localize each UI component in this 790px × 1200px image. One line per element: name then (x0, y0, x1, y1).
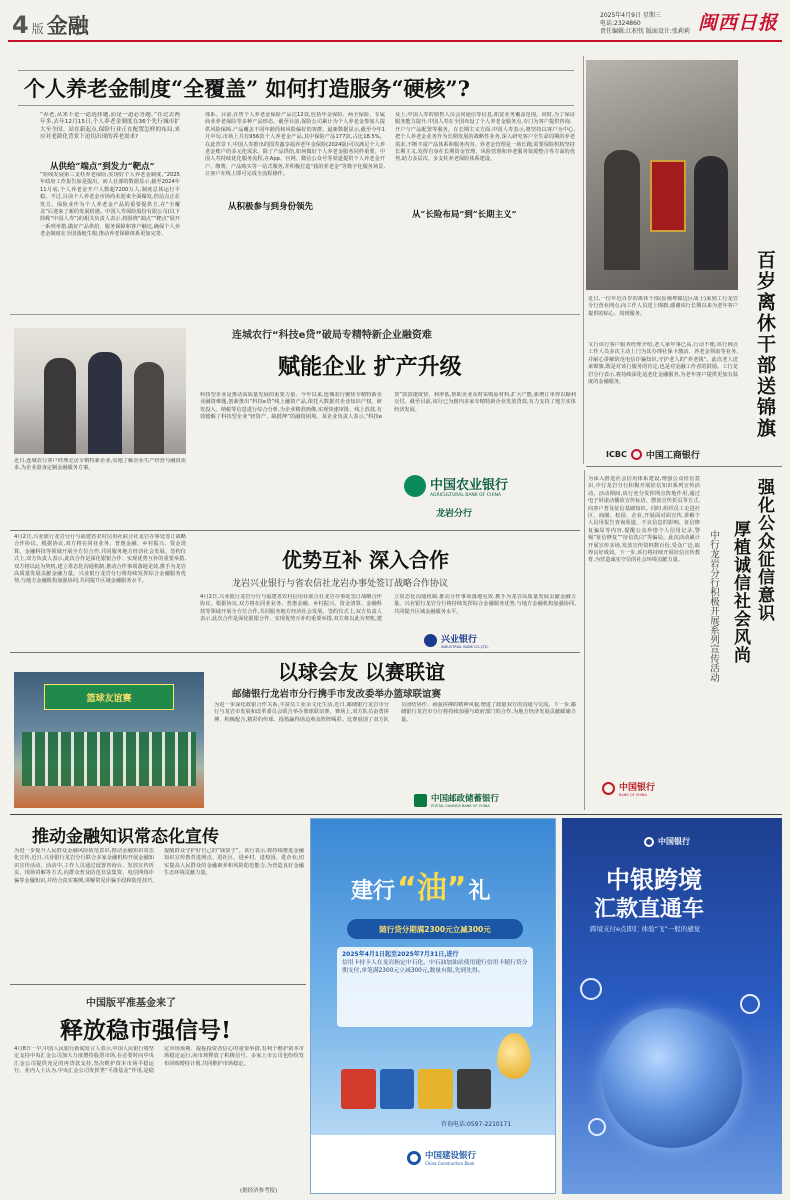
postal-banner-text: 篮球友谊赛 (86, 693, 132, 704)
ccb-ad-partner-strip (311, 1135, 556, 1194)
lead-title: 个人养老金制度“全覆盖” 如何打造服务“硬核”? (24, 76, 470, 101)
issue-weekday: 星期三 (642, 12, 661, 19)
ccb-ad-amount: 随行贷分期满2300元立减300元 (379, 924, 491, 934)
edu-title: 推动金融知识常态化宣传 (32, 827, 219, 847)
boc-body: 为深入推进社会信用体系建设,增强公众征信意识,中行龙岩分行积极开展征信知识系列宣传活动。活动期间,该行充分发挥网点阵地作用,通过电子屏滚动播放宣传标语、摆放宣传折页等方式,向客户普及征信基础知识。同时,组织员工走进社区、商圈、校园、企业,开展面对面宣传,讲解个人信用报告查询渠道、不良信息的影响、征信修复骗局等内容,提醒公众珍惜个人信用记录,警惕“征信修复”“征信洗白”等骗局。此次活动累计开展宣传多场,发放宣传资料数百份,受众广泛,取得良好成效。下一步,该行将持续开展征信宣传教育,为营造诚实守信的社会环境贡献力量。 (588, 476, 700, 564)
abc-logo (404, 474, 508, 498)
ccb-logo (407, 1149, 476, 1166)
credit-card-icon (341, 1069, 376, 1109)
boc-subtitle: 中行龙岩分行积极开展系列宣传活动 (708, 530, 719, 682)
issue-date: 2025年4月9日 (600, 12, 641, 19)
ccb-ad-period: 2025年4月1日起至2025年7月31日,进行 (342, 951, 459, 958)
flagship-source: (据经济参考报) (240, 1188, 278, 1194)
boc-name-en: BANK OF CHINA (619, 793, 647, 797)
cib-subtitle: 龙岩兴业银行与省农信社龙岩办事处签订战略合作协议 (232, 579, 449, 589)
lead-right-rule (583, 56, 584, 464)
ccb-ad-cards (341, 1069, 491, 1109)
lead-intro: “养老,从来不是一道选择题,而是一道必答题。”在过去两年多,去年12月15日,个人养老金制度在36个先行城市扩大至全国。站在新起点,保险行业正在配置怎样的布局,来应对老龄化背景下迫切出现的养老需求? (40, 112, 180, 141)
currency-coin-icon (740, 994, 760, 1014)
agri-kicker: 连城农行“科技e贷”破局专精特新企业融资难 (232, 330, 432, 341)
lead-article (10, 60, 580, 315)
ccb-ad-title (351, 863, 490, 907)
ccb-ad-hotline: 咨询电话:0597-2210171 (441, 1121, 512, 1128)
lead-column-1: “短线发展第三支柱养老保险,实现好个人养老金制度。”2025年政府工作报告如是提出。而人社部的数据显示,截至2024年11月底,个人养老金开户人数超7200万人,制度总体运行平稳。不过,目前个人养老金市场尚未迎来全面爆发,但站点正在发力。保险业作为个人养老金产品的重要提供方,在“全覆盖”后迎来了新的发展机遇。中国人寿保险股份有限公司(以下简称“中国人寿”)的相关负责人表示,将围绕“端点”“靶点”展开一系列举措,做好产品供给、服务保障和客户触达,确保个人养老金制度在全国落地生根,推动养老保障体系更加完善。 (40, 172, 180, 238)
abc-name: 中国农业银行 (430, 478, 509, 493)
boc-ad-emblem-icon (644, 837, 654, 847)
credit-card-icon (457, 1069, 492, 1109)
lead-column-2: 体系。目前,在售个人养老金保险产品达12款,包括年金保险、两全保险、专属商业养老保险等多种产品形态。截至目前,保险公司累计为个人养老金参加人提供风险保障,产品覆盖不同年龄段和风险偏好的客群。最新数据显示,截至今年1月中旬,市场上共有956款个人养老金产品,其中保险产品177款,占比18.5%。在此背景下,中国人寿推出的国寿鑫享福养老年金保险(2024版)可以满足个人养老金账户的多元化需求。除了产品供给,如何做好个人养老金服务同样重要。中国人寿持续优化服务流程,在App、官网、微信公众号等渠道提供个人养老金开户、缴费、产品购买等一站式服务,并积极打造“我的养老金”等数字化服务场景,让客户在线上即可完成全流程操作。 (205, 112, 385, 178)
edu-body: 为进一步提升人民群众金融风险防范意识,推动金融知识常态化宣传,近日,兴业银行龙岩分行联合多家金融机构开展金融知识宣传活动。活动中,工作人员通过设置咨询台、发放宣传折页、现场讲解等方式,向群众普及防范非法集资、电信网络诈骗等金融知识,并结合真实案例,讲解常见诈骗手段和防范技巧,提醒群众守护好自己的“钱袋子”。该行表示,将持续推进金融知识宣传教育进网点、进社区、进乡村、进校园、进企业,切实提高人民群众的金融素养和风险防范能力,为营造良好金融生态环境贡献力量。 (14, 848, 304, 884)
page-number: 4 (12, 11, 29, 39)
boc-title-2: 厚植诚信社会风尚 (730, 520, 750, 664)
postal-subtitle: 邮储银行龙岩市分行携手市发改委举办篮球联谊赛 (232, 689, 442, 700)
psbc-name-en: POSTAL SAVINGS BANK OF CHINA (431, 804, 490, 808)
page-unit: 版 (31, 22, 44, 36)
ccb-ad-amount-banner (347, 919, 523, 939)
right-story-photo (586, 60, 738, 290)
page-section-label (12, 10, 89, 40)
fuel-drop-icon (497, 1033, 531, 1079)
right-story-divider (586, 466, 782, 467)
photo-banner-flag (650, 160, 686, 232)
agri-photo (14, 328, 186, 454)
cib-body-right: 4月2日,兴业银行龙岩分行与福建省农村信用社联合社龙岩办事处签订战略合作协议。根据协议,双方将在同业业务、普惠金融、乡村振兴、资金清算、金融科技等领域开展全方位合作,共同服务地方经济社会发展。签约仪式上,双方负责人表示,此次合作是深化银银合作、实现优势互补的重要举措,双方将以此为契机,建立常态化沟通机制,推动合作事项落地见效,携手为龙岩高质量发展贡献金融力量。兴业银行龙岩分行将持续发挥综合金融服务优势,与地方金融机构加强协同,共同提升区域金融服务水平。 (200, 594, 576, 623)
boc-ad-logo (644, 836, 690, 847)
psbc-name: 中国邮政储蓄银行 (431, 794, 500, 804)
credit-card-icon (380, 1069, 415, 1109)
boc-advertisement (562, 818, 782, 1194)
cib-title: 优势互补 深入合作 (282, 548, 449, 572)
boc-ad-bank: 中国银行 (658, 836, 690, 846)
flagship-kicker: 中国版平准基金来了 (86, 998, 176, 1009)
ccb-ad-desc: 信用卡持卡人在龙岩指定中石化、中石油加油站使用建行信用卡随行贷分期支付,单笔满2300元立减300元,数量有限,先到先得。 (342, 960, 528, 974)
boc-title-1: 强化公众征信意识 (754, 478, 774, 622)
lead-title-box (18, 70, 574, 106)
psbc-logo (414, 792, 499, 808)
photo-person-left (604, 150, 640, 270)
lead-subhead-1: 从供给“端点”到发力“靶点” (50, 162, 155, 172)
phone-line: 电话:2324860 (600, 20, 641, 27)
ccb-ad-title-a: 建行 (351, 879, 396, 904)
boc-emblem-icon (602, 782, 615, 795)
credit-card-icon (418, 1069, 453, 1109)
ccb-ad-info-panel (337, 947, 533, 1027)
agri-divider (10, 530, 580, 531)
cib-emblem-icon (424, 634, 437, 647)
flagship-title: 释放稳市强信号! (60, 1017, 232, 1044)
right-story-caption: 近日,一位年近百岁的离休干部(原闽粤赣边区战士)来到工行龙岩分行营业网点,向工作人员送上锦旗,感谢该行长期以来为老年客户提供的贴心、周到服务。 (588, 296, 738, 317)
postal-photo (14, 672, 204, 808)
agri-photo-person-1 (44, 358, 76, 454)
issue-info (600, 12, 690, 36)
boc-name: 中国银行 (619, 783, 656, 793)
right-story-title: 百岁离休干部送锦旗 (754, 250, 776, 439)
boc-ad-headline-a: 中银跨境 (606, 866, 702, 894)
globe-icon (602, 1008, 742, 1148)
lead-subhead-3: 从“长险布局”到“长期主义” (412, 210, 517, 220)
psbc-emblem-icon (414, 794, 427, 807)
boc-left-rule (584, 470, 585, 810)
agri-caption: 近日,连城农行客户经理走访专精特新企业,实地了解企业生产经营与融资需求,为企业量身定制金融服务方案。 (14, 458, 186, 472)
abc-branch: 龙岩分行 (436, 509, 473, 519)
paper-name-logo: 闽西日报 (698, 12, 779, 34)
postal-photo-banner (44, 684, 174, 710)
agri-title: 赋能企业 扩产升级 (278, 354, 462, 380)
lead-subhead-2: 从积极参与到身份领先 (228, 202, 314, 212)
ccb-name-en: China Construction Bank (425, 1161, 475, 1166)
boc-ad-tagline: 跨境支付e点即汇 体验“飞”一般的感觉 (590, 925, 701, 933)
section-name: 金融 (46, 13, 89, 38)
cib-name: 兴业银行 (441, 635, 478, 645)
boc-logo (602, 780, 655, 797)
agri-photo-person-2 (88, 352, 122, 454)
currency-coin-icon (580, 978, 602, 1000)
ccb-emblem-icon (407, 1151, 421, 1165)
photo-person-right (694, 156, 728, 270)
upper-lower-divider (10, 814, 782, 815)
ccb-advertisement (310, 818, 556, 1194)
currency-coin-icon (588, 1118, 606, 1136)
cib-name-en: INDUSTRIAL BANK CO.,LTD. (441, 645, 489, 649)
ccb-name: 中国建设银行 (425, 1151, 477, 1161)
ccb-ad-title-c: 礼 (468, 879, 491, 904)
icbc-abbr: ICBC (606, 450, 627, 459)
postal-body: 为进一步深化政银合作关系,丰富员工业余文化生活,近日,邮储银行龙岩市分行与龙岩市发展和改革委员会联合举办篮球联谊赛。赛场上,双方队员奋勇拼搏、积极配合,精彩的传球、投篮赢得场边观众阵阵喝彩。比赛展现了双方队员团结协作、顽强拼搏的精神风貌,增进了政银双方的沟通与交流。下一步,邮储银行龙岩市分行将持续加强与政府部门的合作,为地方经济发展贡献邮储力量。 (214, 702, 576, 723)
icbc-emblem-icon (631, 449, 642, 460)
right-story-body: 文行该行客户服务经理介绍,老人家年事已高,行动不便,该行网点工作人员多次主动上门为其办理社保卡激活、养老金领取等业务,并耐心讲解防范电信诈骗知识,守护老人的“养老钱”。此次老人送来锦旗,既是对该行服务的肯定,也是对金融工作者的鼓励。工行龙岩分行表示,将持续深化适老化金融服务,为老年客户提供更加有温度的金融服务。 (588, 342, 738, 386)
icbc-logo (606, 448, 700, 461)
boc-ad-headline-b: 汇款直通车 (594, 897, 705, 922)
masthead (8, 8, 782, 38)
editor-line: 责任编辑:江积忱 版面设计:张莉莉 (600, 28, 690, 35)
postal-photo-team-row (22, 732, 196, 786)
flagship-body: 4月8日一早,中国人民银行新闻发言人表示,中国人民银行将坚定支持中央汇金公司加大力度增持股票市场,在必要时向中央汇金公司提供充足的再贷款支持,坚决维护资本市场平稳运行。业内人士认为,中央汇金公司发挥类“平准基金”作用,是稳定市场预期、提振投资者信心的重要举措,有利于维护资本市场稳定运行,向市场释放了积极信号。多家上市公司也纷纷发布回购增持计划,共同维护市场稳定。 (14, 1046, 304, 1075)
abc-name-en: AGRICULTURAL BANK OF CHINA (430, 493, 502, 498)
cib-logo (424, 632, 489, 649)
edu-divider (10, 984, 306, 985)
ccb-ad-title-b: “油” (397, 871, 467, 906)
cib-body-left: 4月2日,兴业银行龙岩分行与福建省农村信用社联合社龙岩办事处签订战略合作协议。根据协议,双方将在同业业务、普惠金融、乡村振兴、资金清算、金融科技等领域开展全方位合作,共同服务地方经济社会发展。签约仪式上,双方负责人表示,此次合作是深化银银合作、实现优势互补的重要举措,双方将以此为契机,建立常态化沟通机制,推动合作事项落地见效,携手为龙岩高质量发展贡献金融力量。兴业银行龙岩分行将持续发挥综合金融服务优势,与地方金融机构加强协同,共同提升区域金融服务水平。 (14, 534, 186, 585)
icbc-name: 中国工商银行 (645, 451, 700, 461)
postal-title: 以球会友 以赛联谊 (278, 660, 445, 684)
cib-divider (10, 652, 580, 653)
agri-body: 科技型企业是推动高质量发展的重要力量。今年以来,连城农行聚焦专精特新企业融资难题,创新推出“科技e贷”线上融资产品,依托大数据对企业知识产权、研发投入、纳税等信息进行综合分析,为企业精准画像,实现快速审批、线上放款,有效缓解了科技型企业“轻资产、缺抵押”的融资困境。某企业负责人表示,“科技e贷”放款速度快、利率低,帮助企业及时采购原材料,扩大产能,新增订单得以顺利交付。截至目前,该行已为辖内多家专精特新企业发放贷款,有力支持了地方实体经济发展。 (200, 392, 576, 421)
abc-emblem-icon (404, 475, 426, 497)
agri-photo-person-3 (134, 362, 164, 454)
lead-column-3: 及上,中国人寿的销售人员会同通信等信息,拓宽业务覆盖范围。同时,为了保证服务能力提升,中国人寿在全国布设了个人养老金服务点,专门为客户提供咨询、开户与产品配置等服务。在长期主义方面,中国人寿表示,将坚持以客户为中心,把个人养老金业务作为长期发展的战略性业务,深入研究客户全生命周期的养老需求,不断丰富产品体系和服务内容。养老金管理是一场长跑,需要保险机构坚持长期主义,发挥自身在长期资金管理、风险管理和养老服务资源整合等方面的优势,助力多层次、多支柱养老保险体系建设。 (395, 112, 575, 163)
masthead-rule (8, 40, 782, 42)
